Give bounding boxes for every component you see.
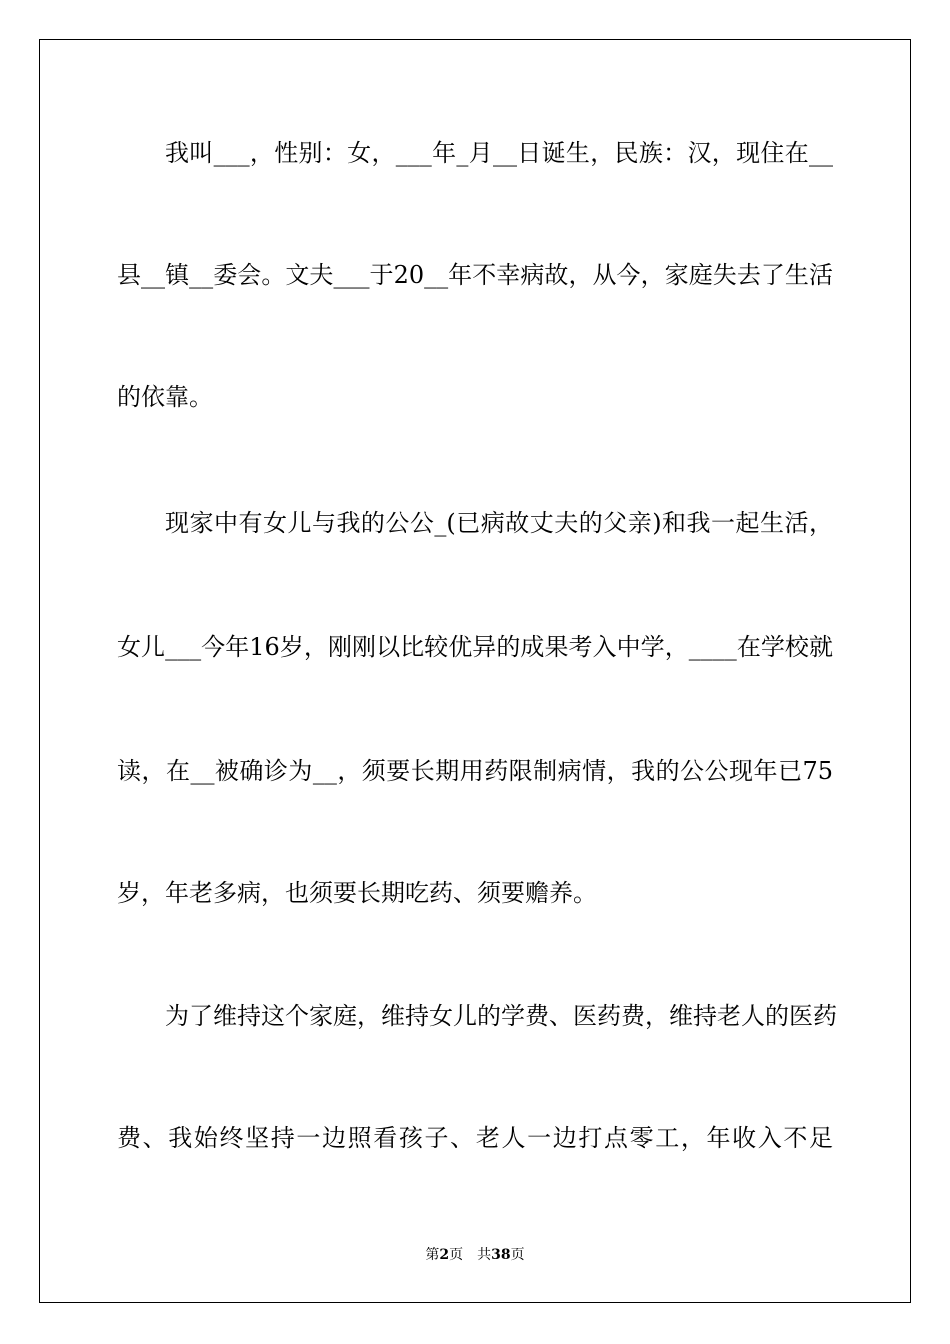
- footer-total-prefix: 共: [477, 1247, 492, 1263]
- paragraph-2-line-4: 岁，年老多病，也须要长期吃药、须要赡养。: [117, 879, 597, 907]
- paragraph-1-line-1: 我叫___，性别：女，___年_月__日诞生，民族：汉，现住在__: [165, 139, 833, 167]
- paragraph-1-line-3: 的依靠。: [117, 383, 213, 411]
- footer-page-number: 2: [439, 1247, 450, 1263]
- paragraph-2-line-2: 女儿___今年16岁，刚刚以比较优异的成果考入中学，____在学校就: [117, 633, 833, 661]
- footer-page-prefix: 第: [425, 1247, 440, 1263]
- footer-page-suffix: 页: [449, 1247, 464, 1263]
- paragraph-2-line-1: 现家中有女儿与我的公公_(已病故丈夫的父亲)和我一起生活，: [165, 509, 833, 537]
- footer-total-suffix: 页: [510, 1247, 525, 1263]
- paragraph-2-line-3: 读，在__被确诊为__，须要长期用药限制病情，我的公公现年已75: [117, 757, 833, 785]
- paragraph-1-line-2: 县__镇__委会。文夫___于20__年不幸病故，从今，家庭失去了生活: [117, 261, 833, 289]
- paragraph-3-line-1: 为了维持这个家庭，维持女儿的学费、医药费，维持老人的医药: [165, 1002, 837, 1030]
- paragraph-3-line-2: 费、我始终坚持一边照看孩子、老人一边打点零工，年收入不足: [117, 1124, 833, 1152]
- footer-total-pages: 38: [491, 1247, 511, 1263]
- page-border: [39, 39, 911, 1303]
- page-footer: [0, 1245, 950, 1265]
